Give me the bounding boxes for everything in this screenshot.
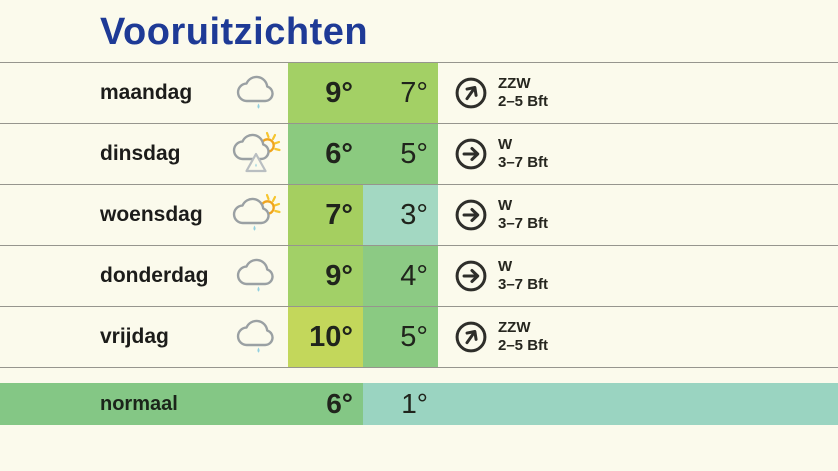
rain-cloud-icon [225,246,288,306]
min-temp: 5° [400,320,428,353]
wind-force: 3–7 Bft [498,154,549,171]
day-label: woensdag [100,203,203,226]
wind-force: 2–5 Bft [498,337,549,354]
min-temp: 7° [400,76,428,109]
wind-direction: W [498,136,513,153]
wind-direction: ZZW [498,75,531,92]
day-label: dinsdag [100,142,181,165]
day-label: vrijdag [100,325,169,348]
min-temp-cell [363,124,438,184]
normal-row [0,383,838,425]
max-temp-cell [288,246,363,306]
wind-direction-icon [453,258,489,294]
wind-direction-icon [453,75,489,111]
min-temp-cell [363,307,438,367]
wind-force: 3–7 Bft [498,215,549,232]
wind-info [453,307,548,367]
min-temp: 3° [400,198,428,231]
max-temp: 7° [325,198,353,231]
day-label: donderdag [100,264,209,287]
page-title: Vooruitzichten [100,11,369,53]
wind-direction-icon [453,319,489,355]
wind-force: 3–7 Bft [498,276,549,293]
sun-cloud-hail-icon [225,124,288,184]
max-temp: 9° [325,76,353,109]
normal-min-temp: 1° [401,388,428,419]
normal-min-band [363,383,838,425]
max-temp-cell [288,63,363,123]
rain-cloud-icon [225,307,288,367]
normal-max-temp: 6° [326,388,353,419]
min-temp: 5° [400,137,428,170]
max-temp: 6° [325,137,353,170]
forecast-row-vrijdag [0,307,838,368]
wind-info [453,124,548,184]
wind-direction-icon [453,136,489,172]
forecast-table [0,62,838,368]
wind-info [453,185,548,245]
min-temp-cell [363,63,438,123]
wind-direction: W [498,197,513,214]
max-temp-cell [288,185,363,245]
max-temp: 10° [309,320,353,353]
forecast-row-maandag [0,63,838,124]
wind-direction-icon [453,197,489,233]
min-temp-cell [363,185,438,245]
normal-label: normaal [100,392,178,415]
max-temp-cell [288,124,363,184]
header [0,0,838,62]
sun-cloud-rain-icon [225,185,288,245]
forecast-row-dinsdag [0,124,838,185]
rain-cloud-icon [225,63,288,123]
wind-direction: W [498,258,513,275]
max-temp-cell [288,307,363,367]
wind-info [453,63,548,123]
wind-direction: ZZW [498,319,531,336]
min-temp-cell [363,246,438,306]
day-label: maandag [100,81,193,104]
min-temp: 4° [400,259,428,292]
wind-info [453,246,548,306]
normal-max-band [0,383,363,425]
wind-force: 2–5 Bft [498,93,549,110]
max-temp: 9° [325,259,353,292]
forecast-row-donderdag [0,246,838,307]
forecast-row-woensdag [0,185,838,246]
